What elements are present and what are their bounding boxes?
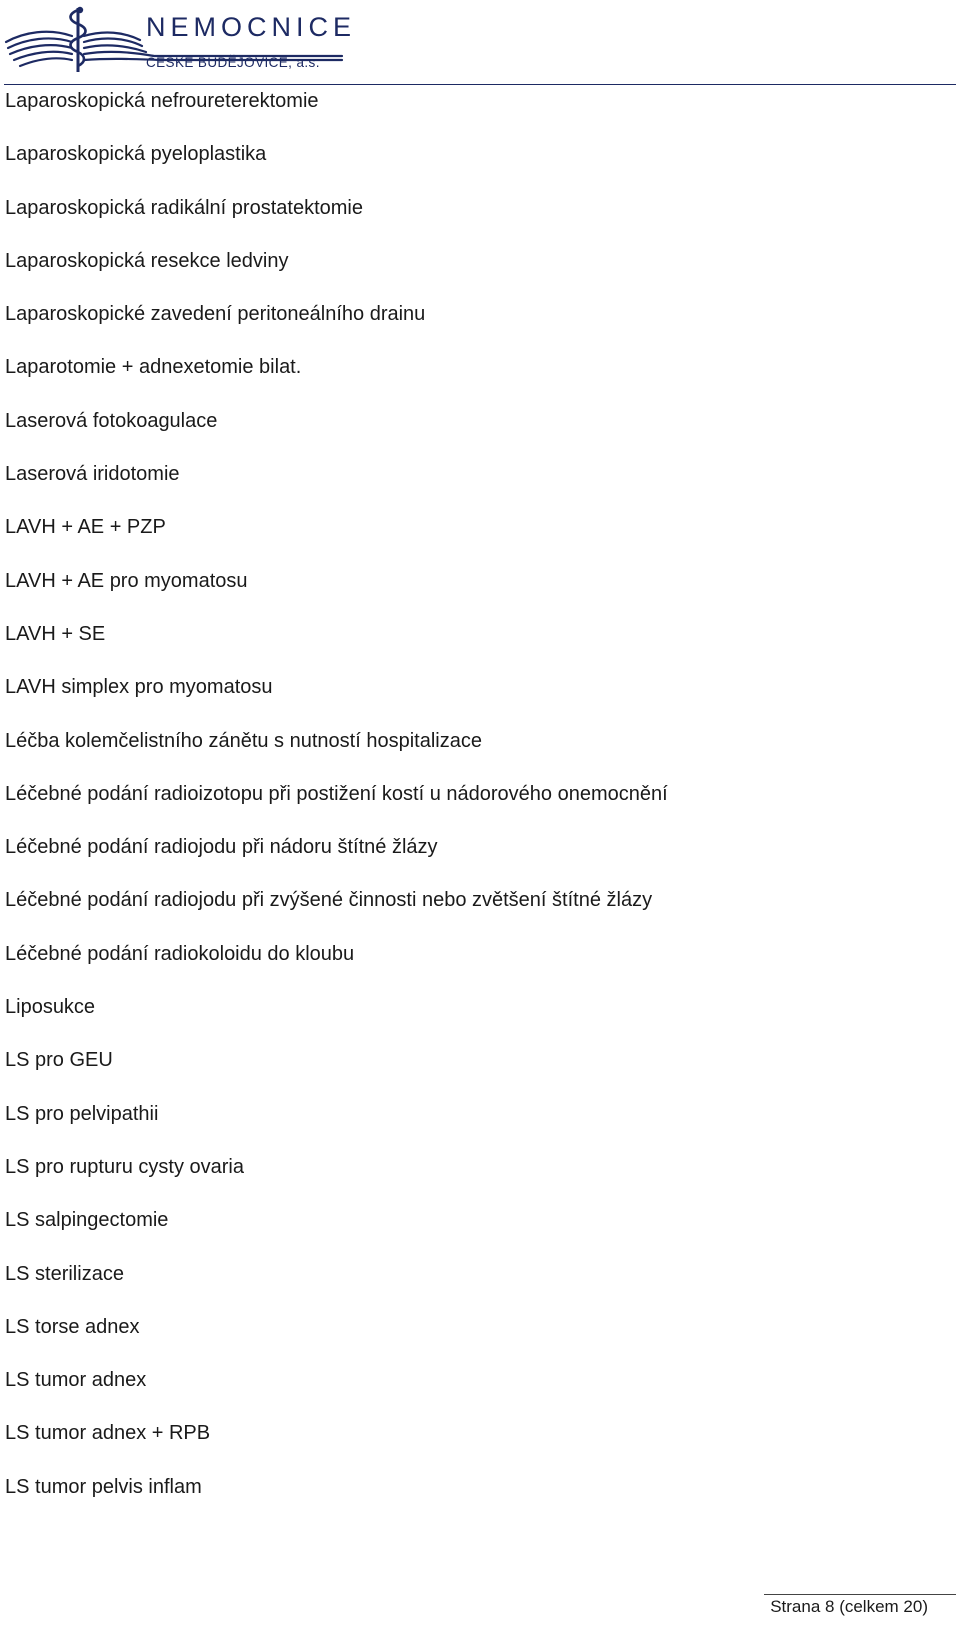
header-divider [4,84,956,85]
procedure-list [5,88,668,1527]
list-item: LAVH + AE pro myomatosu [5,569,248,592]
list-item: Léčba kolemčelistního zánětu s nutností hospitalizace [5,729,482,752]
list-item: LAVH simplex pro myomatosu [5,676,273,699]
list-item: LS tumor adnex + RPB [5,1422,211,1445]
list-item: Laparoskopické zavedení peritoneálního drainu [5,303,426,326]
page-number: Strana 8 (celkem 20) [770,1597,928,1616]
list-item: Laparoskopická radikální prostatektomie [5,196,363,219]
page-header [0,0,960,88]
hospital-logo [4,2,356,74]
list-item: Laparoskopická nefroureterektomie [5,90,319,112]
list-item: LS sterilizace [5,1262,124,1285]
list-item: Léčebné podání radiojodu při nádoru štítné žlázy [5,836,438,859]
list-item: Léčebné podání radiokoloidu do kloubu [5,942,355,965]
list-item: Léčebné podání radiojodu při zvýšené činnosti nebo zvětšení štítné žlázy [5,889,653,912]
list-item: Laserová iridotomie [5,463,180,486]
list-item: LS tumor pelvis inflam [5,1475,202,1498]
list-item: LS salpingectomie [5,1209,169,1232]
list-item: Liposukce [5,996,96,1019]
logo-name: NEMOCNICE [146,12,357,42]
list-item: LS tumor adnex [5,1369,147,1392]
list-item: LS pro rupturu cysty ovaria [5,1155,244,1178]
list-item: LAVH + SE [5,622,106,645]
list-item: LS pro GEU [5,1049,113,1072]
list-item: Léčebné podání radioizotopu při postižení kostí u nádorového onemocnění [5,782,668,805]
footer-divider [764,1594,956,1595]
list-item: Laparotomie + adnexetomie bilat. [5,356,302,379]
logo-subtitle: ČESKÉ BUDĚJOVICE, a.s. [146,55,320,70]
list-item: LS pro pelvipathii [5,1102,159,1125]
list-item: Laparoskopická pyeloplastika [5,143,267,166]
list-item: Laparoskopická resekce ledviny [5,249,289,272]
list-item: LS torse adnex [5,1315,140,1338]
list-item: Laserová fotokoagulace [5,409,218,432]
list-item: LAVH + AE + PZP [5,516,166,539]
